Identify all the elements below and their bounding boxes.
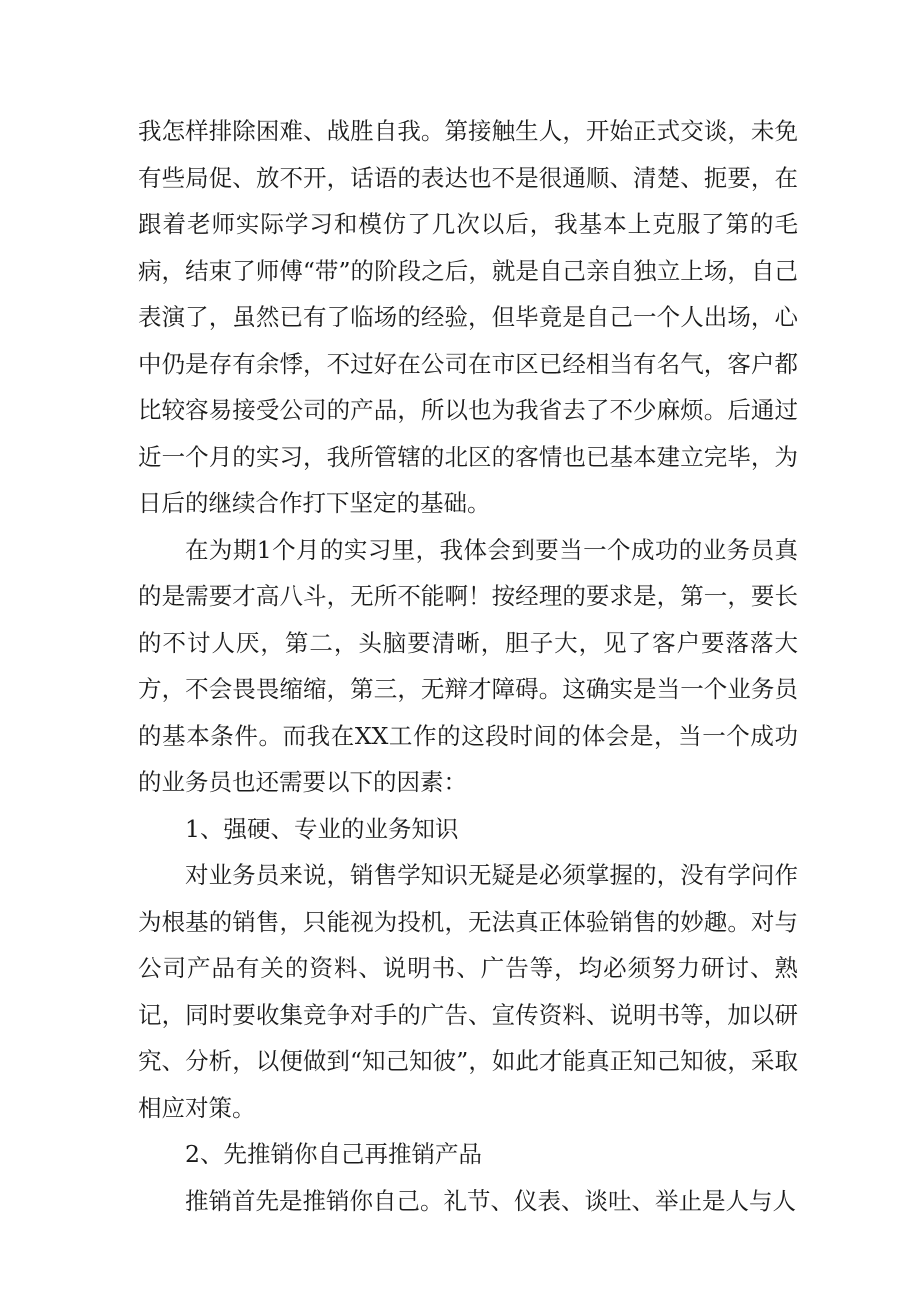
- section-heading-professional-knowledge: 1、强硬、专业的业务知识: [185, 814, 459, 843]
- paragraph-professional-knowledge: 对业务员来说，销售学知识无疑是必须掌握的，没有学问作为根基的销售，只能视为投机，无法真正体验销售的妙趣。对与公司产品有关的资料、说明书、广告等，均必须努力研讨、熟记，同时要收集竞争对手的广告、宣传资料、说明书等，加以研究、分析，以便做到“知己知彼”，如此才能真正知己知彼，采取相应对策。: [138, 861, 798, 1122]
- paragraph-continuation: 我怎样排除困难、战胜自我。第接触生人，开始正式交谈，未免有些局促、放不开，话语的表达也不是很通顺、清楚、扼要，在跟着老师实际学习和模仿了几次以后，我基本上克服了第的毛病，结束了师傅“带”的阶段之后，就是自己亲自独立上场，自己表演了，虽然已有了临场的经验，但毕竟是自己一个人出场，心中仍是存有余悸，不过好在公司在市区已经相当有名气，客户都比较容易接受公司的产品，所以也为我省去了不少麻烦。后通过近一个月的实习，我所管辖的北区的客情也已基本建立完毕，为日后的继续合作打下坚定的基础。: [138, 117, 798, 517]
- section-heading-sell-yourself: 2、先推销你自己再推销产品: [185, 1140, 482, 1168]
- paragraph-sell-yourself: 推销首先是推销你自己。礼节、仪表、谈吐、举止是人与人: [185, 1186, 796, 1215]
- paragraph-internship-reflection: 在为期1个月的实习里，我体会到要当一个成功的业务员真的是需要才高八斗，无所不能啊！按经理的要求是，第一，要长的不讨人厌，第二，头脑要清晰，胆子大，见了客户要落落大方，不会畏畏缩缩，第三，无辩才障碍。这确实是当一个业务员的基本条件。而我在XX工作的这段时间的体会是，当一个成功的业务员也还需要以下的因素：: [138, 535, 798, 796]
- document-body: [138, 108, 798, 1224]
